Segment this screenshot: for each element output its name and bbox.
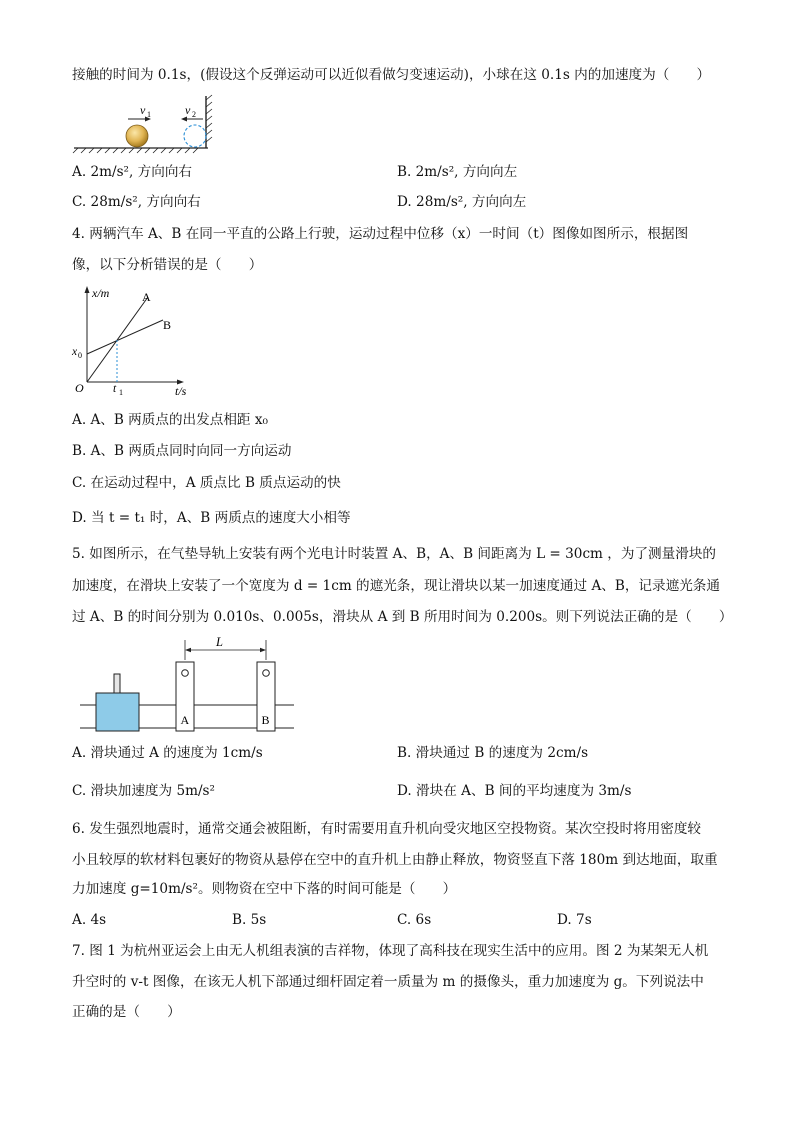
q6-option-d[interactable]: D. 7s [557,912,592,928]
q4-option-b[interactable]: B. A、B 两质点同时向同一方向运动 [72,443,292,459]
y-axis-label: x/m [92,286,110,300]
q4-xt-graph [70,284,200,396]
slider-block [96,693,139,731]
q3-stem: 接触的时间为 0.1s，(假设这个反弹运动可以近似看做匀变速运动)，小球在这 0.1s 内的加速度为（ ） [72,67,711,83]
q6-option-a[interactable]: A. 4s [72,912,107,928]
x0-subscript: 0 [78,351,82,360]
q3-figure [72,94,218,154]
q3-option-c[interactable]: C. 28m/s², 方向向右 [72,194,201,210]
q7-line-3: 正确的是（ ） [72,1004,181,1020]
q4-option-c[interactable]: C. 在运动过程中，A 质点比 B 质点运动的快 [72,475,341,491]
x0-label: x [72,346,78,358]
q3-option-b[interactable]: B. 2m/s², 方向向左 [397,164,518,180]
gate-b-label: B [261,713,270,727]
q4-option-a[interactable]: A. A、B 两质点的出发点相距 x₀ [72,412,268,428]
q4-line-2: 像，以下分析错误的是（ ） [72,257,263,273]
v2-label: v [185,103,191,117]
q6-option-b[interactable]: B. 5s [232,912,267,928]
line-b [87,320,163,354]
q5-line-1: 5. 如图所示，在气垫导轨上安装有两个光电计时装置 A、B，A、B 间距离为 L = 30cm ，为了测量滑块的 [72,546,717,562]
origin-label: O [75,381,84,395]
q4-line-1: 4. 两辆汽车 A、B 在同一平直的公路上行驶，运动过程中位移（x）一时间（t）图像如图所示，根据图 [72,226,689,242]
q3-option-d[interactable]: D. 28m/s², 方向向左 [397,194,527,210]
gate-a-label: A [180,713,190,727]
q5-option-d[interactable]: D. 滑块在 A、B 间的平均速度为 3m/s [397,783,632,799]
q6-option-c[interactable]: C. 6s [397,912,432,928]
q5-option-c[interactable]: C. 滑块加速度为 5m/s² [72,783,215,799]
x-axis-label: t/s [175,384,187,396]
q5-line-2: 加速度，在滑块上安装了一个宽度为 d = 1cm 的遮光条，现让滑块以某一加速度通过 A、B，记录遮光条通 [72,578,720,594]
q5-option-a[interactable]: A. 滑块通过 A 的速度为 1cm/s [72,745,263,761]
q7-line-1: 7. 图 1 为杭州亚运会上由无人机组表演的吉祥物，体现了高科技在现实生活中的应用。图 2 为某架无人机 [72,943,709,959]
q5-line-3: 过 A、B 的时间分别为 0.010s、0.005s，滑块从 A 到 B 所用时间为 0.200s。则下列说法正确的是（ ） [72,609,733,625]
q6-line-1: 6. 发生强烈地震时，通常交通会被阻断，有时需要用直升机向受灾地区空投物资。某次空投时将用密度较 [72,821,702,837]
distance-label: L [216,635,223,649]
v1-label: v [140,103,146,117]
q5-air-track-figure [76,632,300,736]
line-a-label: A [142,290,151,304]
rebound-ball-icon [184,125,206,147]
q7-line-2: 升空时的 v-t 图像，在该无人机下部通过细杆固定着一质量为 m 的摄像头，重力加速度为 g。下列说法中 [72,974,704,990]
q3-option-a[interactable]: A. 2m/s², 方向向右 [72,164,193,180]
q6-line-2: 小且较厚的软材料包裹好的物资从悬停在空中的直升机上由静止释放，物资竖直下落 180m 到达地面，取重 [72,852,718,868]
q6-line-3: 力加速度 g=10m/s²。则物资在空中下落的时间可能是（ ） [72,881,457,897]
v2-subscript: 2 [192,110,196,119]
q4-option-d[interactable]: D. 当 t = t₁ 时，A、B 两质点的速度大小相等 [72,510,351,526]
ball-icon [126,125,148,147]
v1-subscript: 1 [147,110,151,119]
q5-option-b[interactable]: B. 滑块通过 B 的速度为 2cm/s [397,745,589,761]
line-b-label: B [163,318,172,332]
t1-label: t [113,383,117,395]
light-shield-strip [114,674,120,693]
t1-subscript: 1 [119,388,123,396]
